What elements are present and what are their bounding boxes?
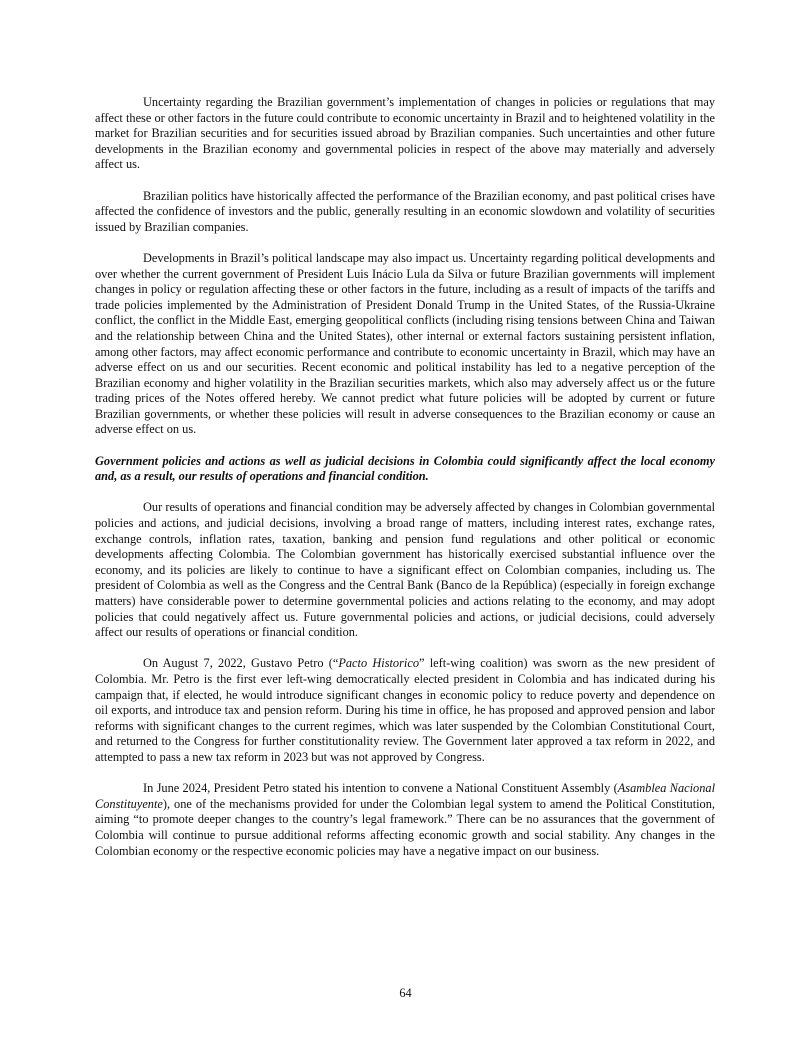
- italic-term: Asamblea Nacional Constituyente: [95, 781, 715, 811]
- paragraph-text: Uncertainty regarding the Brazilian government’s implementation of changes in policies or regulations that may affect these or other factors in the future could contribute to economic uncertainty in Brazil and to heightened volatility in the market for Brazilian securities and for securities issued abroad by Brazilian companies. Such uncertainties and other future developments in the Brazilian economy and governmental policies in respect of the above may materially and adversely affect us.: [95, 95, 715, 172]
- paragraph-brazil-politics: [95, 189, 715, 236]
- paragraph-text: ), one of the mechanisms provided for under the Colombian legal system to amend the Political Constitution, aiming “to promote deeper changes to the country’s legal framework.” There can be no assurances that the government of Colombia will continue to pursue additional reforms affecting economic growth and social stability. Any changes in the Colombian economy or the respective economic policies may have a negative impact on our business.: [95, 796, 715, 858]
- paragraph-text: Developments in Brazil’s political landscape may also impact us. Uncertainty regarding political developments and over whether the current government of President Luis Inácio Lula da Silva or future Brazilian governments will implement changes in policy or regulation affecting these or other factors in the future, including as a result of impacts of the tariffs and trade policies implemented by the Administration of President Donald Trump in the United States, of the Russia-Ukraine conflict, the conflict in the Middle East, emerging geopolitical conflicts (including rising tensions between China and Taiwan and the relationship between China and the United States), other internal or external factors sustaining persistent inflation, among other factors, may affect economic performance and contribute to economic uncertainty in Brazil, which may have an adverse effect on us and our securities. Recent economic and political instability has led to a negative perception of the Brazilian economy and higher volatility in the Brazilian securities markets, which also may adversely affect us or the future trading prices of the Notes offered hereby. We cannot predict what future policies will be adopted by current or future Brazilian governments, or whether these policies will result in adverse consequences to the Brazilian economy or cause an adverse effect on us.: [95, 250, 715, 437]
- page-number: 64: [399, 986, 412, 1000]
- paragraph-text: Brazilian politics have historically affected the performance of the Brazilian economy, and past political crises have affected the confidence of investors and the public, generally resulting in an economic slowdown and volatility of securities issued by Brazilian companies.: [95, 188, 715, 234]
- paragraph-brazil-uncertainty: [95, 95, 715, 173]
- paragraph-text: ” left-wing coalition) was sworn as the new president of Colombia. Mr. Petro is the first ever left-wing democratically elected president in Colombia and has indicated during his campaign that, if elected, he would introduce significant changes in economic policy to reduce poverty and dependence on oil exports, and introduce tax and pension reform. During his time in office, he has proposed and approved pension and labor reforms with significant changes to the current regimes, which was later suspended by the Colombian Constitutional Court, and returned to the Congress for further constitutionality review. The Government later approved a tax reform in 2022, and attempted to pass a new tax reform in 2023 but was not approved by Congress.: [95, 656, 715, 764]
- section-heading-colombia: [95, 454, 715, 485]
- paragraph-colombia-policies: [95, 500, 715, 640]
- paragraph-text: On August 7, 2022, Gustavo Petro (“: [143, 656, 339, 671]
- document-page: [95, 95, 715, 875]
- paragraph-text: Our results of operations and financial condition may be adversely affected by changes in Colombian governmental policies and actions, and judicial decisions, involving a broad range of matters, including interest rates, exchange rates, exchange controls, inflation rates, taxation, banking and pension fund regulations and other political or economic developments affecting Colombia. The Colombian government has historically exercised substantial influence over the economy, and its policies are likely to continue to have a significant effect on Colombian companies, including us. The president of Colombia as well as the Congress and the Central Bank (Banco de la República) (especially in foreign exchange matters) have considerable power to determine governmental policies and actions relating to the economy, and may adopt policies that could negatively affect us. Future governmental policies and actions, or judicial decisions, could adversely affect our results of operations or financial condition.: [95, 500, 715, 640]
- heading-text: Government policies and actions as well as judicial decisions in Colombia could significantly affect the local economy and, as a result, our results of operations and financial condition.: [95, 453, 715, 484]
- paragraph-brazil-political-landscape: [95, 251, 715, 438]
- italic-term: Pacto Historico: [338, 656, 419, 671]
- paragraph-petro-election: [95, 656, 715, 765]
- paragraph-constituent-assembly: [95, 781, 715, 859]
- paragraph-text: In June 2024, President Petro stated his intention to convene a National Constituent Assembly (: [143, 781, 618, 796]
